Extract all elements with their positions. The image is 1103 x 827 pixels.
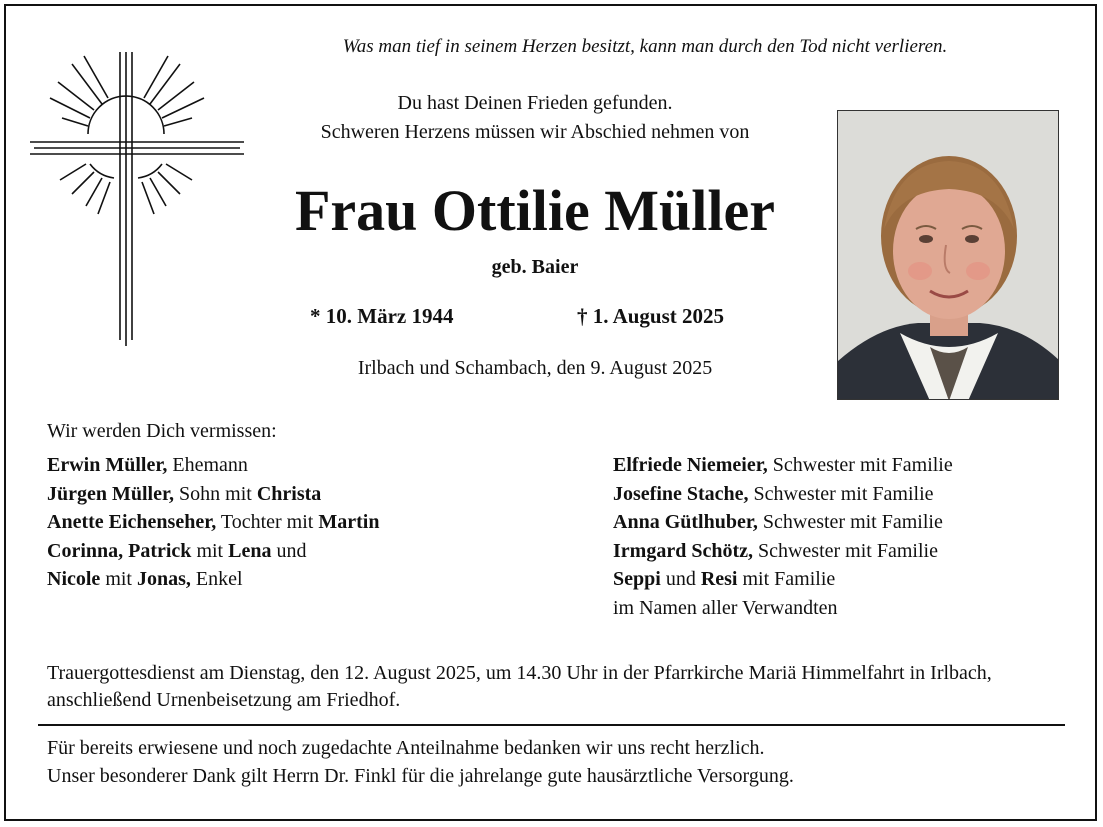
cross-with-sunrays-icon (28, 48, 248, 348)
intro-text (250, 89, 820, 147)
mourner-line (613, 508, 953, 537)
mourner-line (613, 565, 953, 594)
place-and-date: Irlbach und Schambach, den 9. August 2025 (357, 357, 713, 379)
portrait-photo (837, 110, 1059, 400)
mourner-relation: Tochter mit (216, 511, 319, 533)
mourner-name: Anette Eichenseher, (47, 511, 217, 533)
intro-line-1: Du hast Deinen Frieden gefunden. (397, 92, 673, 114)
mourners-heading: Wir werden Dich vermissen: (47, 420, 277, 442)
mourner-relation: Schwester mit Familie (757, 511, 943, 533)
mourner-name: Irmgard Schötz, (613, 539, 753, 562)
mourner-line (47, 451, 379, 480)
thanks-line-1: Für bereits erwiesene und noch zugedachte Anteilnahme bedanken wir uns recht herzlich. (47, 737, 765, 759)
mourner-name: Christa (256, 482, 322, 505)
mourner-name: Lena (228, 539, 272, 562)
mourner-line (47, 537, 379, 566)
deceased-name: Frau Ottilie Müller (295, 178, 775, 243)
mourner-name: Jürgen Müller, (47, 482, 175, 505)
divider (38, 724, 1065, 726)
intro-line-2: Schweren Herzens müssen wir Abschied nehmen von (320, 121, 750, 143)
mourners-right-column (613, 451, 953, 622)
mourner-name: Elfriede Niemeier, (613, 454, 768, 476)
mourners-left-column (47, 451, 379, 594)
mourner-relation: Sohn mit (174, 482, 257, 505)
mourner-line (613, 537, 953, 566)
mourner-line (613, 451, 953, 480)
mourner-line (613, 594, 953, 623)
maiden-name: geb. Baier (491, 256, 579, 278)
mourner-name: Erwin Müller, (47, 454, 168, 476)
mourner-name: Anna Gütlhuber, (613, 511, 758, 533)
mourner-relation: mit (100, 568, 137, 590)
mourner-relation: mit (191, 539, 229, 562)
mourner-line (47, 565, 379, 594)
thanks-line-2: Unser besonderer Dank gilt Herrn Dr. Finkl für die jahrelange gute hausärztliche Versorgung. (47, 765, 794, 787)
mourner-relation: mit Familie (737, 568, 836, 590)
mourner-relation: im Namen aller Verwandten (613, 596, 838, 619)
mourner-name: Martin (318, 511, 380, 533)
mourner-name: Nicole (47, 568, 101, 590)
motto: Was man tief in seinem Herzen besitzt, kann man durch den Tod nicht verlieren. (342, 36, 948, 57)
birth-date: * 10. März 1944 (310, 304, 454, 328)
mourner-name: Resi (700, 568, 738, 590)
mourner-relation: und (271, 539, 307, 562)
mourner-line (613, 480, 953, 509)
portrait-illustration (838, 111, 1059, 400)
death-date: † 1. August 2025 (577, 304, 725, 328)
mourner-name: Josefine Stache, (613, 482, 749, 505)
mourner-line (47, 480, 379, 509)
thanks-text (47, 734, 1047, 790)
mourner-relation: und (660, 568, 701, 590)
mourner-relation: Schwester mit Familie (752, 539, 938, 562)
mourner-relation: Schwester mit Familie (767, 454, 953, 476)
mourner-relation: Enkel (190, 568, 243, 590)
service-announcement: Trauergottesdienst am Dienstag, den 12. August 2025, um 14.30 Uhr in der Pfarrkirche Mariä Himmelfahrt in Irlbach, anschließend Urnenbeisetzung am Friedhof. (47, 662, 992, 711)
mourner-name: Corinna, Patrick (47, 539, 192, 562)
mourner-name: Seppi (613, 568, 661, 590)
mourner-relation: Schwester mit Familie (748, 482, 934, 505)
mourner-line (47, 508, 379, 537)
mourner-relation: Ehemann (167, 454, 248, 476)
mourner-name: Jonas, (136, 568, 191, 590)
